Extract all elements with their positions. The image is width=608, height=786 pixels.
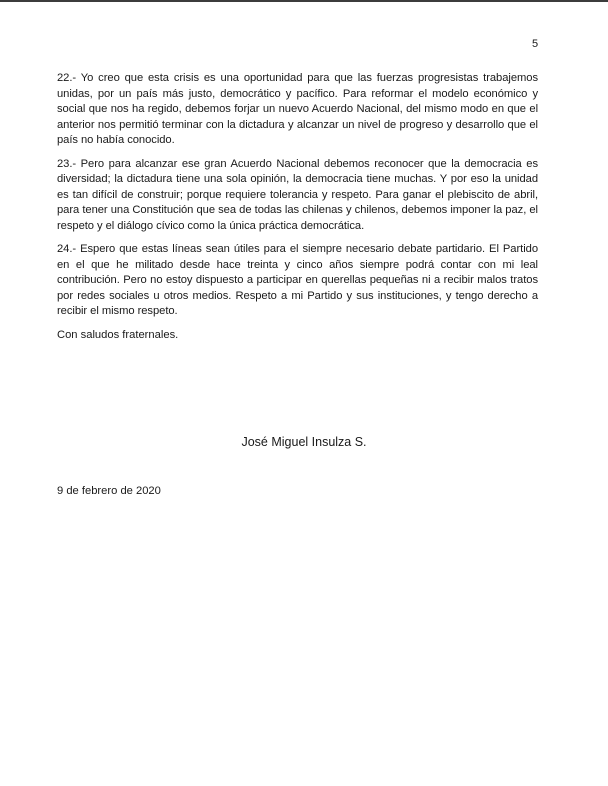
- paragraph-23: 23.- Pero para alcanzar ese gran Acuerdo Nacional debemos reconocer que la democracia es diversidad; la dictadura tiene una sola opinión, la democracia tiene muchas. Y por eso la unidad es tan difícil de construir; porque requiere tolerancia y respeto. Para ganar el plebiscito de abril, para tener una Constitución que sea de todas las chilenas y chilenos, debemos imponer la paz, el respeto y el diálogo cívico como la única práctica democrática.: [57, 157, 538, 232]
- signature-name: José Miguel Insulza S.: [241, 435, 367, 449]
- closing-salutation: Con saludos fraternales.: [57, 328, 179, 341]
- page-number: 5: [532, 38, 539, 50]
- document-body: [57, 71, 538, 343]
- top-border-rule: [0, 0, 608, 2]
- document-date: 9 de febrero de 2020: [57, 485, 161, 497]
- paragraph-22: 22.- Yo creo que esta crisis es una oportunidad para que las fuerzas progresistas trabajemos unidas, por un país más justo, democrático y pacífico. Para reformar el modelo económico y social que nos ha regido, debemos forjar un nuevo Acuerdo Nacional, del mismo modo en que el anterior nos permitió terminar con la dictadura y alcanzar un nivel de progreso y desarrollo que el país no había conocido.: [57, 72, 538, 146]
- paragraph-24: 24.- Espero que estas líneas sean útiles para el siempre necesario debate partidario. El Partido en el que he militado desde hace treinta y cinco años siempre podrá contar con mi leal contribución. Pero no estoy dispuesto a participar en querellas pequeñas ni a recibir malos tratos por redes sociales u otros medios. Respeto a mi Partido y sus instituciones, y tengo derecho a recibir el mismo respeto.: [57, 243, 538, 317]
